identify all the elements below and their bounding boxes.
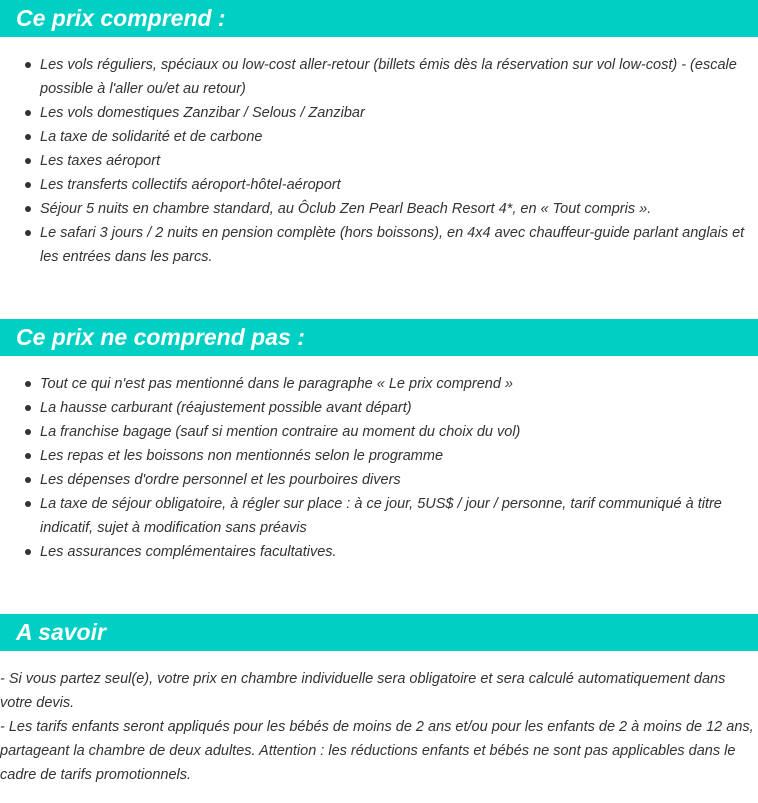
bullet-icon bbox=[25, 62, 31, 68]
list-item bbox=[0, 197, 758, 221]
list-item bbox=[0, 53, 758, 101]
bullet-icon bbox=[25, 453, 31, 459]
list-item-text: Le safari 3 jours / 2 nuits en pension complète (hors boissons), en 4x4 avec chauffeur-guide parlant anglais et les entrées dans les parcs. bbox=[40, 225, 745, 265]
list-item-text: La taxe de solidarité et de carbone bbox=[40, 129, 263, 145]
list-item-text: Les assurances complémentaires facultatives. bbox=[40, 544, 337, 560]
good-to-know-notes bbox=[0, 667, 758, 787]
included-list bbox=[0, 53, 758, 269]
bullet-icon bbox=[25, 405, 31, 411]
list-item bbox=[0, 396, 758, 420]
bullet-icon bbox=[25, 429, 31, 435]
bullet-icon bbox=[25, 477, 31, 483]
included-section-title: Ce prix comprend : bbox=[0, 0, 758, 37]
note-paragraph: - Les tarifs enfants seront appliqués pour les bébés de moins de 2 ans et/ou pour les enfants de 2 à moins de 12 ans, partageant la chambre de deux adultes. Attention : les réductions enfants et bébés ne sont pas applicables dans le cadre de tarifs promotionnels. bbox=[0, 719, 754, 783]
list-item-text: La franchise bagage (sauf si mention contraire au moment du choix du vol) bbox=[40, 424, 521, 440]
list-item bbox=[0, 101, 758, 125]
list-item-text: La taxe de séjour obligatoire, à régler sur place : à ce jour, 5US$ / jour / personne, tarif communiqué à titre indicatif, sujet à modification sans préavis bbox=[40, 496, 722, 536]
list-item bbox=[0, 221, 758, 269]
list-item-text: Tout ce qui n'est pas mentionné dans le paragraphe « Le prix comprend » bbox=[40, 376, 513, 392]
list-item bbox=[0, 444, 758, 468]
bullet-icon bbox=[25, 501, 31, 507]
list-item-text: Les vols réguliers, spéciaux ou low-cost aller-retour (billets émis dès la réservation sur vol low-cost) - (escale possible à l'aller ou/et au retour) bbox=[40, 57, 737, 97]
bullet-icon bbox=[25, 381, 31, 387]
list-item bbox=[0, 149, 758, 173]
list-item bbox=[0, 540, 758, 564]
list-item bbox=[0, 173, 758, 197]
list-item bbox=[0, 468, 758, 492]
bullet-icon bbox=[25, 158, 31, 164]
bullet-icon bbox=[25, 230, 31, 236]
list-item bbox=[0, 125, 758, 149]
excluded-section-title: Ce prix ne comprend pas : bbox=[0, 319, 758, 356]
list-item-text: Séjour 5 nuits en chambre standard, au Ôclub Zen Pearl Beach Resort 4*, en « Tout compris ». bbox=[40, 201, 652, 217]
bullet-icon bbox=[25, 206, 31, 212]
good-to-know-section-title: A savoir bbox=[0, 614, 758, 651]
list-item bbox=[0, 492, 758, 540]
bullet-icon bbox=[25, 134, 31, 140]
list-item-text: Les transferts collectifs aéroport-hôtel-aéroport bbox=[40, 177, 341, 193]
list-item-text: Les vols domestiques Zanzibar / Selous / Zanzibar bbox=[40, 105, 365, 121]
list-item-text: Les repas et les boissons non mentionnés selon le programme bbox=[40, 448, 444, 464]
list-item bbox=[0, 372, 758, 396]
excluded-list bbox=[0, 372, 758, 564]
list-item bbox=[0, 420, 758, 444]
bullet-icon bbox=[25, 182, 31, 188]
list-item-text: Les dépenses d'ordre personnel et les pourboires divers bbox=[40, 472, 401, 488]
bullet-icon bbox=[25, 549, 31, 555]
bullet-icon bbox=[25, 110, 31, 116]
list-item-text: La hausse carburant (réajustement possible avant départ) bbox=[40, 400, 412, 416]
note-paragraph: - Si vous partez seul(e), votre prix en chambre individuelle sera obligatoire et sera calculé automatiquement dans votre devis. bbox=[0, 671, 726, 711]
list-item-text: Les taxes aéroport bbox=[40, 153, 161, 169]
